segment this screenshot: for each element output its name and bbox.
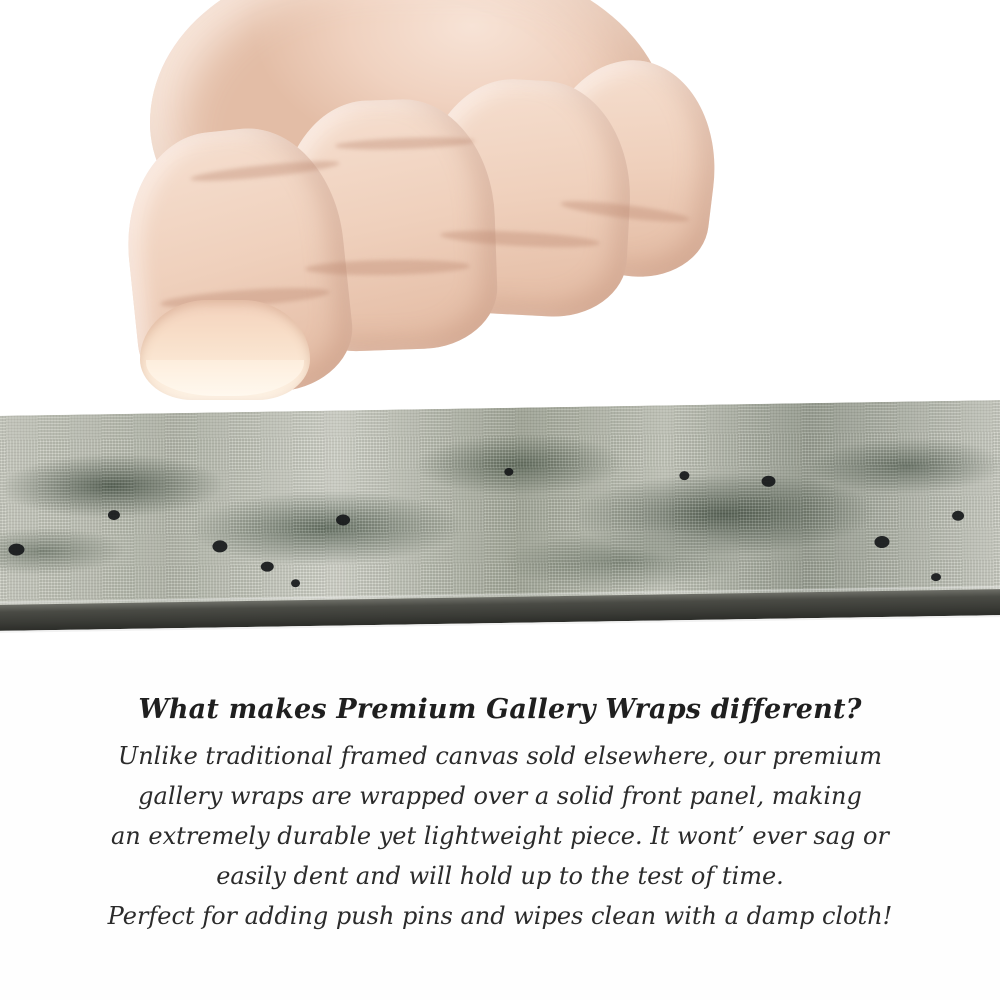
hand-illustration [120,0,680,430]
caption-line-3: an extremely durable yet lightweight piece. It wont’ ever sag or [111,822,889,850]
caption-line-2: gallery wraps are wrapped over a solid front panel, making [138,782,862,810]
canvas-speck [504,468,513,476]
caption-heading: What makes Premium Gallery Wraps different? [138,694,862,725]
canvas-speck [291,579,300,587]
caption-line-1: Unlike traditional framed canvas sold elsewhere, our premium [117,742,882,770]
gallery-wrap-edge [0,400,1000,631]
caption-line-4: easily dent and will hold up to the test of time. [216,862,784,890]
canvas-weave-texture [0,400,1000,605]
caption-line-5: Perfect for adding push pins and wipes clean with a damp cloth! [107,902,893,930]
caption-block [0,690,1000,936]
